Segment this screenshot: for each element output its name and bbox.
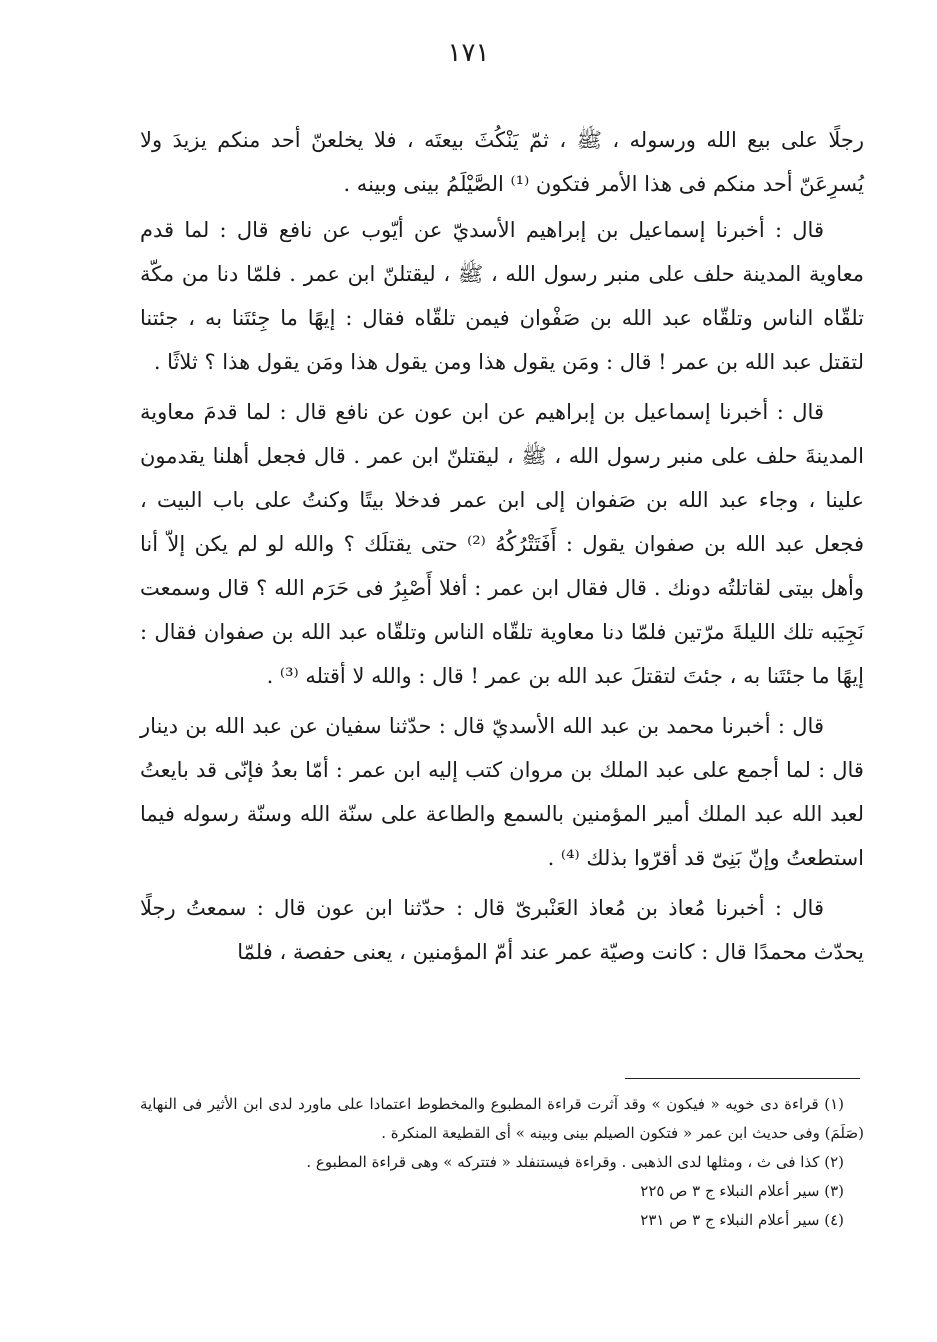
- footnote-divider: [625, 1078, 860, 1079]
- text-line: جئتنا لتقتل عبد الله بن عمر ! قال : ومَن يقول هذا ومن يقول هذا ومَن يقول: [140, 306, 864, 374]
- text-line: المدينةَ حلف على منبر رسول الله ، ﷺ ، ليقتلنّ ابن عمر . قال فجعل أهلنا: [212, 444, 864, 468]
- text-line: قال : أخبرنا محمد بن عبد الله الأسديّ قال : حدّثنا سفيان عن عبد الله بن: [185, 714, 824, 738]
- text-line: يقدمون علينا ، وجاء عبد الله بن صَفوان إلى ابن عمر فدخلا بيتًا وكنتُ على باب: [140, 444, 864, 512]
- text-line: بايعتُ لعبد الله عبد الملك أمير المؤمنين بالسمع والطاعة على سنّة الله وسنّة رسوله: [140, 758, 864, 826]
- paragraph-5: [140, 886, 864, 974]
- main-text: [140, 118, 864, 974]
- footnote-4: [140, 1206, 864, 1235]
- footnotes: [140, 1090, 864, 1235]
- footnote-line: (٢) كذا فى ث ، ومثلها لدى الذهبى . وقراءة فيستنفلد « فتتركه » وهى قراءة المطبوع .: [306, 1153, 844, 1171]
- text-line: مكّة تلقّاه الناس وتلقّاه عبد الله بن صَفْوان فيمن تلقّاه فقال : إيهًا ما جِئتَنا به ،: [140, 262, 864, 330]
- text-line: صفوان فقال : إيهًا ما جئتَنا به ، جئتَ لتقتلَ عبد الله بن عمر ! قال : والله: [140, 620, 864, 688]
- footnote-line: (٤) سير أعلام النبلاء ج ٣ ص ٢٣١: [640, 1211, 844, 1229]
- paragraph-1: [140, 118, 864, 206]
- footnote-3: [140, 1177, 864, 1206]
- paragraph-3: [140, 390, 864, 698]
- text-line: قال : أخبرنا مُعاذ بن مُعاذ العَنْبرىّ قال : حدّثنا ابن عون قال : سمعتُ رجلًا: [140, 896, 824, 920]
- footnote-line: الأثير فى النهاية (صَلَمَ) وفى حديث ابن عمر « فتكون الصيلم بينى وبينه » أى القطيعة المنكرة .: [140, 1095, 864, 1142]
- footnote-2: [140, 1148, 864, 1177]
- footnote-1: [140, 1090, 864, 1148]
- text-line: ولا يُسرِعَنّ أحد منكم فى هذا الأمر فتكون ⁽¹⁾ الصَّيْلَمُ بينى وبينه .: [140, 128, 864, 196]
- page-number: ١٧١: [447, 38, 490, 68]
- text-line: يحدّث محمدًا قال : كانت وصيّة عمر عند أمّ المؤمنين ، يعنى حفصة ، فلمّا: [237, 940, 864, 964]
- text-line: معاوية المدينة حلف على منبر رسول الله ، ﷺ ، ليقتلنّ ابن عمر . فلمّا دنا من: [181, 262, 864, 286]
- text-line: لا أقتله ⁽³⁾ .: [266, 664, 365, 688]
- text-line: رجلًا على بيع الله ورسوله ، ﷺ ، ثمّ يَنْكُثَ بيعتَه ، فلا يخلعنّ أحد منكم يزيدَ: [172, 128, 864, 152]
- text-line: فيما استطعتُ وإنّ بَنِىّ قد أقرّوا بذلك ⁽⁴⁾ .: [140, 802, 864, 870]
- footnote-line: (١) قراءة دى خويه « فيكون » وقد آثرت قراءة المطبوع والمخطوط اعتمادا على ماورد لدى ابن: [243, 1095, 844, 1113]
- text-line: قال وسمعت نَجِيَبه تلك الليلةَ مرّتين فلمّا دنا معاوية تلقّاه الناس وتلقّاه عبد الله بن: [140, 576, 864, 644]
- text-line: يكن إلاّ أنا وأهل بيتى لقاتلتُه دونك . قال فقال ابن عمر : أفلا أَصْبِرُ فى حَرَم الله ؟: [140, 532, 864, 600]
- text-line: قال : أخبرنا إسماعيل بن إبراهيم الأسديّ عن أيّوب عن نافع قال : لما قدم: [140, 218, 824, 242]
- paragraph-4: [140, 704, 864, 880]
- text-line: دينار قال : لما أجمع على عبد الملك بن مروان كتب إليه ابن عمر : أمّا بعدُ فإنّى قد: [140, 714, 864, 782]
- footnote-line: (٣) سير أعلام النبلاء ج ٣ ص ٢٢٥: [640, 1182, 844, 1200]
- text-line: قال : أخبرنا إسماعيل بن إبراهيم عن ابن عون عن نافع قال : لما قدمَ معاوية: [140, 400, 824, 424]
- text-line: البيت ، فجعل عبد الله بن صفوان يقول : أَفَتَتْرُكُهُ ⁽²⁾ حتى يقتلَك ؟ والله لو لم: [140, 488, 864, 556]
- text-line: هذا ؟ ثلاثًا .: [153, 350, 251, 374]
- paragraph-2: [140, 208, 864, 384]
